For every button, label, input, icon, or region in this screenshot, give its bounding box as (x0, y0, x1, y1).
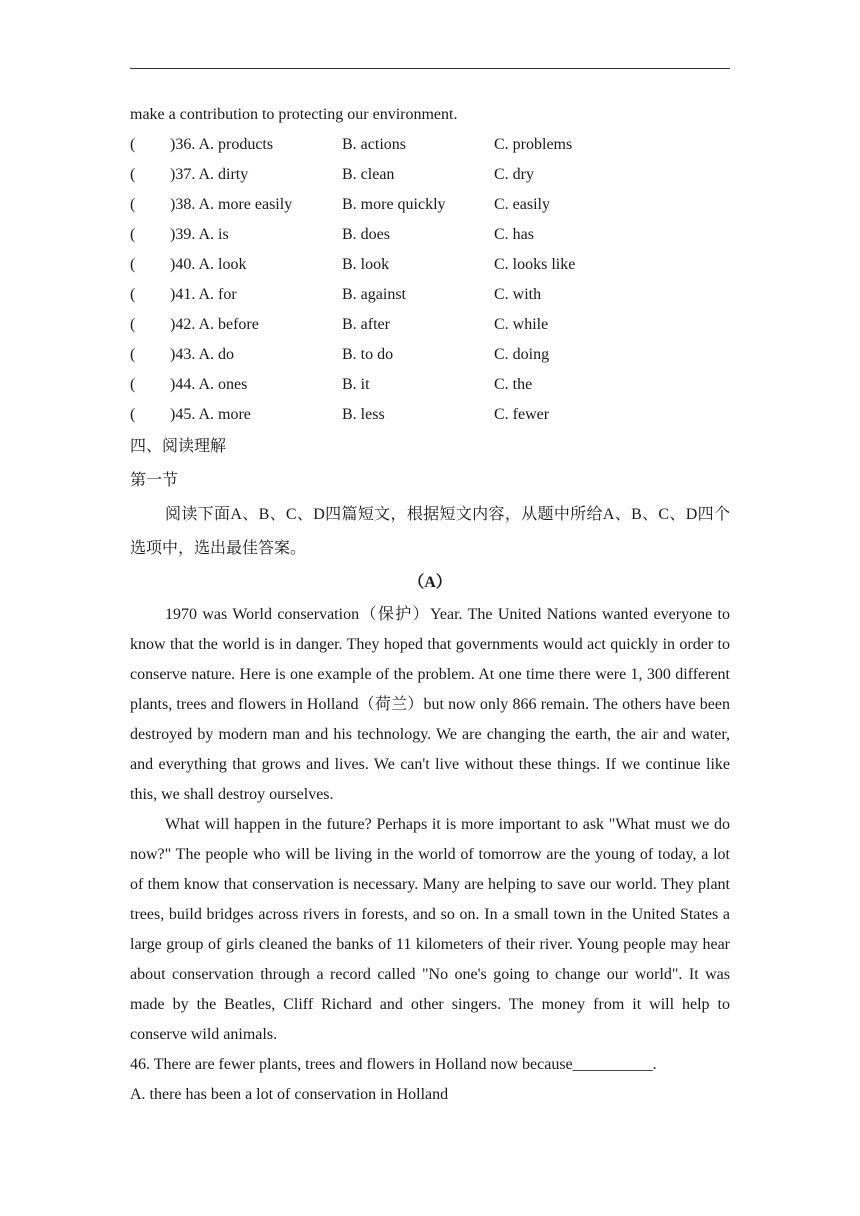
answer-paren: ( (130, 226, 136, 243)
option-a: )44. A. ones (170, 376, 248, 393)
intro-line: make a contribution to protecting our environment. (130, 106, 458, 123)
header-rule (130, 68, 730, 69)
option-a: )41. A. for (170, 286, 237, 303)
option-b: B. after (342, 316, 390, 333)
answer-paren: ( (130, 346, 136, 363)
option-a: )38. A. more easily (170, 196, 293, 213)
question-row (130, 340, 730, 370)
answer-paren: ( (130, 166, 136, 183)
answer-paren: ( (130, 286, 136, 303)
option-b: B. less (342, 406, 385, 423)
question-row (130, 370, 730, 400)
option-a: )45. A. more (170, 406, 251, 423)
question-row (130, 190, 730, 220)
option-c: C. looks like (494, 256, 576, 273)
question-row (130, 280, 730, 310)
section-heading: 四、阅读理解 (130, 438, 227, 455)
option-b: B. more quickly (342, 196, 446, 213)
answer-paren: ( (130, 316, 136, 333)
passage-paragraph-1: 1970 was World conservation（保护）Year. The United Nations wanted everyone to know that the world is in danger. They hoped that governments would act quickly in order to conserve nature. Here is one example of the problem. At one time there were 1, 300 different plants, trees and flowers in Holland（荷兰）but now only 866 remain. The others have been destroyed by modern man and his technology. We are changing the earth, the air and water, and everything that grows and lives. We can't live without these things. If we continue like this, we shall destroy ourselves. (130, 606, 730, 803)
question-row (130, 310, 730, 340)
question-row (130, 250, 730, 280)
option-c: C. the (494, 376, 533, 393)
option-b: B. to do (342, 346, 394, 363)
option-b: B. clean (342, 166, 395, 183)
answer-paren: ( (130, 256, 136, 273)
passage-label: （A） (408, 574, 452, 591)
option-b: B. against (342, 286, 406, 303)
option-b: B. does (342, 226, 390, 243)
option-a: )42. A. before (170, 316, 259, 333)
option-c: C. while (494, 316, 549, 333)
option-c: C. dry (494, 166, 534, 183)
answer-paren: ( (130, 136, 136, 153)
option-a: )36. A. products (170, 136, 274, 153)
answer-paren: ( (130, 376, 136, 393)
option-c: C. problems (494, 136, 573, 153)
question-row (130, 220, 730, 250)
question-row (130, 400, 730, 430)
option-b: B. look (342, 256, 390, 273)
option-a: )40. A. look (170, 256, 247, 273)
option-b: B. actions (342, 136, 406, 153)
option-c: C. easily (494, 196, 550, 213)
subsection-heading: 第一节 (130, 472, 179, 489)
option-c: C. doing (494, 346, 550, 363)
question-46-option-a: A. there has been a lot of conservation in Holland (130, 1086, 449, 1103)
instructions-text: 阅读下面A、B、C、D四篇短文，根据短文内容，从题中所给A、B、C、D四个选项中，选出最佳答案。 (130, 506, 730, 557)
document-page (130, 100, 730, 1110)
option-a: )43. A. do (170, 346, 234, 363)
option-b: B. it (342, 376, 370, 393)
option-c: C. with (494, 286, 542, 303)
question-46: 46. There are fewer plants, trees and flowers in Holland now because__________. (130, 1056, 657, 1073)
question-list (130, 130, 730, 430)
question-row (130, 130, 730, 160)
option-c: C. has (494, 226, 534, 243)
option-a: )37. A. dirty (170, 166, 249, 183)
passage-paragraph-2: What will happen in the future? Perhaps it is more important to ask "What must we do now?" The people who will be living in the world of tomorrow are the young of today, a lot of them know that conservation is necessary. Many are helping to save our world. They plant trees, build bridges across rivers in forests, and so on. In a small town in the United States a large group of girls cleaned the banks of 11 kilometers of their river. Young people may hear about conservation through a record called "No one's going to change our world". It was made by the Beatles, Cliff Richard and other singers. The money from it will help to conserve wild animals. (130, 816, 730, 1043)
answer-paren: ( (130, 406, 136, 423)
option-c: C. fewer (494, 406, 550, 423)
option-a: )39. A. is (170, 226, 229, 243)
question-row (130, 160, 730, 190)
answer-paren: ( (130, 196, 136, 213)
